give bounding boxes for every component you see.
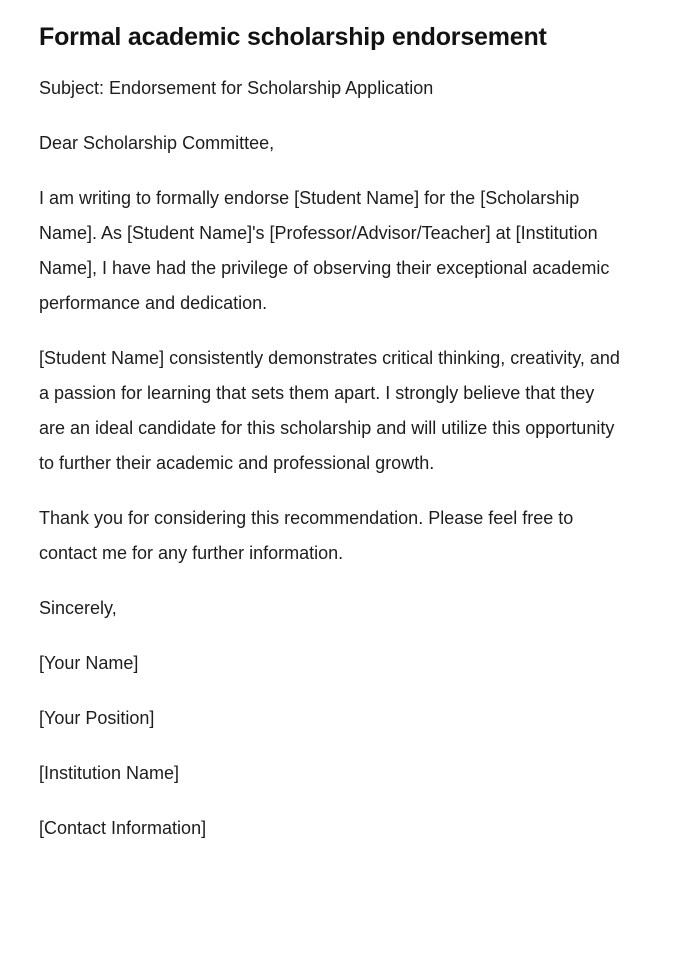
body-paragraph-2: [Student Name] consistently demonstrates critical thinking, creativity, and a passion for learning that sets them apart. I strongly believe that they are an ideal candidate for this scholarship and will utilize this opportunity to further their academic and professional growth. (39, 347, 620, 473)
signature-your-name: [Your Name] (39, 652, 139, 673)
letter-body (39, 71, 660, 846)
signature-institution-name: [Institution Name] (39, 762, 180, 783)
salutation: Dear Scholarship Committee, (39, 132, 275, 153)
closing: Sincerely, (39, 597, 117, 618)
signature-contact-information: [Contact Information] (39, 817, 207, 838)
body-paragraph-1: I am writing to formally endorse [Student Name] for the [Scholarship Name]. As [Student Name]'s [Professor/Advisor/Teacher] at [Institution Name], I have had the privilege of observing their exceptional academic performance and dedication. (39, 187, 610, 313)
page-title: Formal academic scholarship endorsement (39, 23, 547, 51)
body-paragraph-3: Thank you for considering this recommendation. Please feel free to contact me for any further information. (39, 507, 574, 563)
subject-line: Subject: Endorsement for Scholarship Application (39, 77, 434, 98)
signature-your-position: [Your Position] (39, 707, 155, 728)
